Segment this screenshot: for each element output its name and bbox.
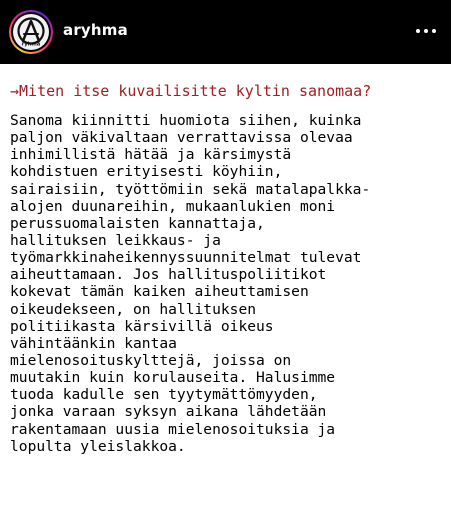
dot-icon: [424, 29, 428, 33]
answer-line: aiheuttamaan. Jos hallituspoliitikot: [10, 266, 327, 284]
answer-line: alojen duunareihin, mukaanlukien moni: [10, 197, 336, 215]
answer-line: hallituksen leikkaus- ja: [10, 231, 221, 249]
dot-icon: [416, 29, 420, 33]
answer-line: oikeudekseen, on hallituksen: [10, 300, 257, 318]
answer-line: perussuomalaisten kannattaja,: [10, 214, 265, 232]
question-heading: →Miten itse kuvailisitte kyltin sanomaa?: [10, 82, 372, 100]
username[interactable]: aryhma: [63, 21, 128, 39]
answer-line: politiikasta kärsivillä oikeus: [10, 317, 274, 335]
answer-line: mielenosoituskylttejä, joissa on: [10, 351, 292, 369]
post-header: [0, 0, 451, 64]
answer-line: kokevat tämän kaiken aiheuttamisen: [10, 283, 309, 301]
answer-line: kohdistuen erityisesti köyhiin,: [10, 163, 283, 181]
answer-line: työmarkkinaheikennyssuunnitelmat tulevat: [10, 249, 362, 267]
answer-line: muutakin kuin korulauseita. Halusimme: [10, 369, 336, 387]
avatar-story-ring[interactable]: [9, 10, 53, 54]
dot-icon: [432, 29, 436, 33]
answer-text: [10, 112, 445, 455]
answer-line: jonka varaan syksyn aikana lähdetään: [10, 403, 327, 421]
answer-line: sairaisiin, työttömiin sekä matalapalkka-: [10, 180, 371, 198]
avatar[interactable]: [13, 14, 49, 50]
answer-line: lopulta yleislakkoa.: [10, 437, 186, 455]
answer-line: paljon väkivaltaan verrattavissa olevaa: [10, 129, 353, 147]
avatar-label: ryhmä: [21, 41, 41, 48]
answer-line: rakentamaan uusia mielenosoituksia ja: [10, 420, 336, 438]
anarchy-a-logo: [13, 14, 49, 50]
answer-line: vähintäänkin kantaa: [10, 334, 177, 352]
answer-line: inhimillistä hätää ja kärsimystä: [10, 146, 292, 164]
answer-line: tuoda kadulle sen tyytymättömyyden,: [10, 386, 318, 404]
more-dots-icon[interactable]: [415, 22, 437, 40]
answer-line: Sanoma kiinnitti huomiota siihen, kuinka: [10, 112, 362, 129]
